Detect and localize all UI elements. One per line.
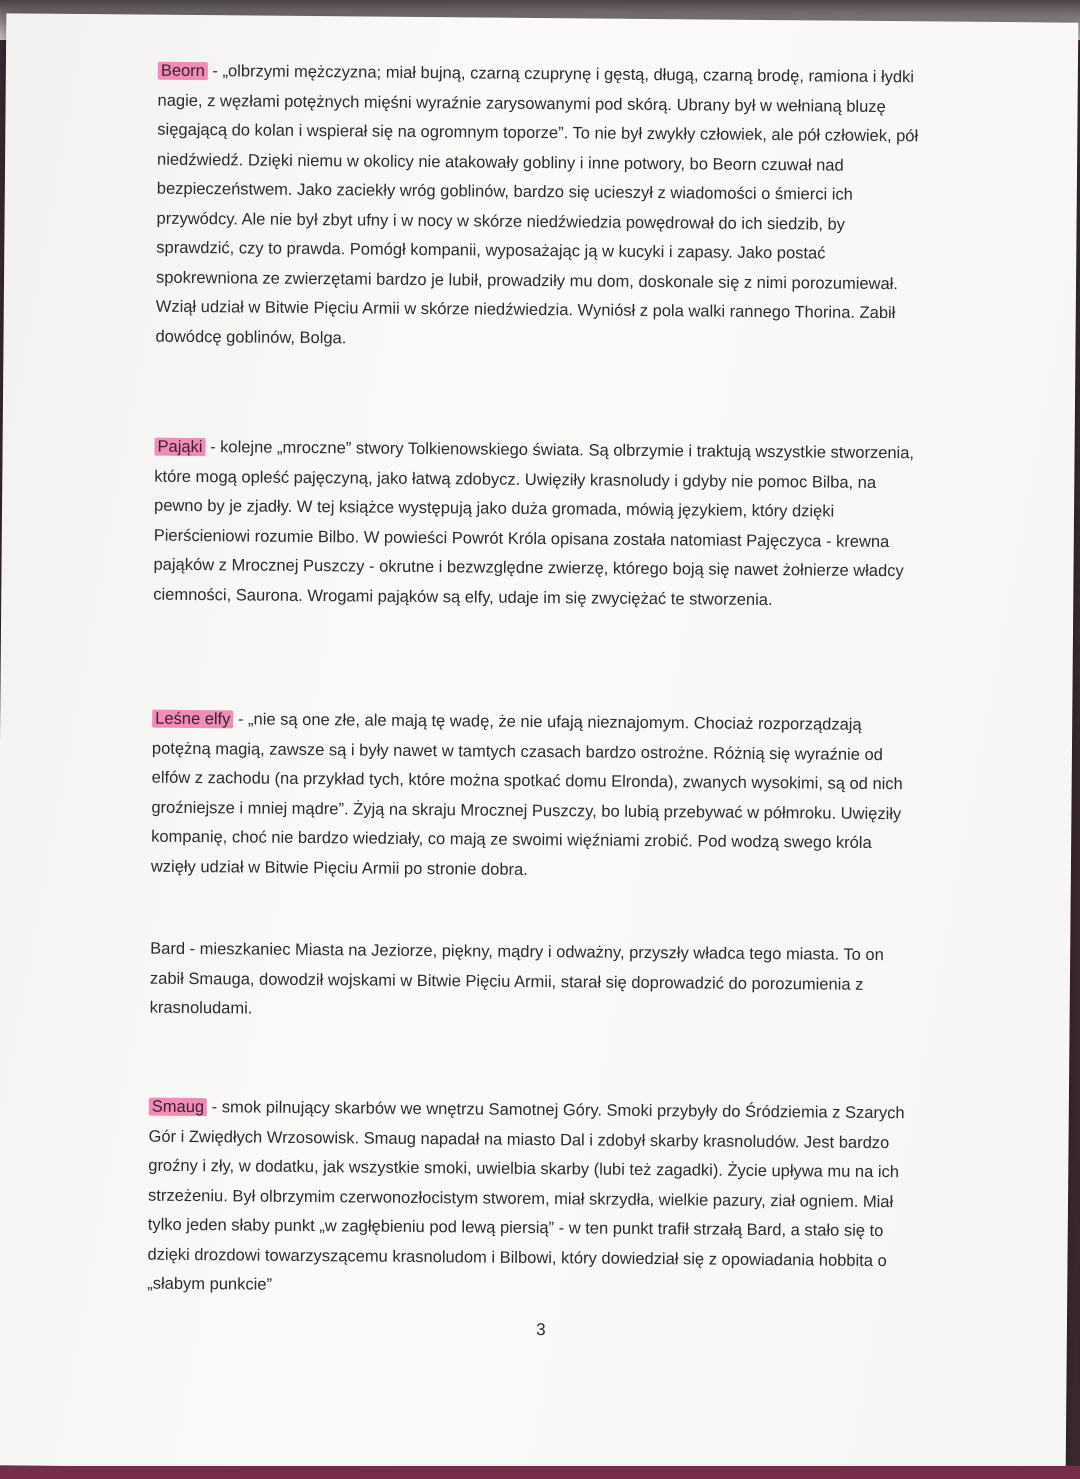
paragraph-beorn (155, 57, 920, 359)
highlighted-term: Pająki (155, 438, 206, 456)
page-number: 3 (536, 1320, 546, 1340)
paper-sheet (0, 13, 1078, 1474)
paragraph-lesne-elfy (151, 705, 915, 889)
highlighted-term: Leśne elfy (152, 710, 233, 729)
highlighted-term: Beorn (158, 62, 208, 80)
table-edge (0, 1466, 1080, 1479)
paragraph-body: - smok pilnujący skarbów we wnętrzu Samotnej Góry. Smoki przybyły do Śródziemia z Szarych Gór i Zwiędłych Wrzosowisk. Smaug napadał na miasto Dal i zdobył skarby krasnoludów. Jest bardzo groźny i zły, w dodatku, jak wszystkie smoki, uwielbia skarby (lubi też zagadki). Życie upływa mu na ich strzeżeniu. Był olbrzymim czerwonozłocistym stworem, miał skrzydła, wielkie pazury, ział ogniem. Miał tylko jeden słaby punkt „w zagłębieniu pod lewą piersią” - w ten punkt trafił strzałą Bard, a stało się to dzięki drozdowi towarzyszącemu krasnoludom i Bilbowi, który dowiedział się z opowiadania hobbita o „słabym punkcie” (147, 1098, 905, 1294)
paragraph-body: Bard - mieszkaniec Miasta na Jeziorze, piękny, mądry i odważny, przyszły władca tego miasta. To on zabił Smauga, dowodził wojskami w Bitwie Pięciu Armii, starał się doprowadzić do porozumienia z krasnoludami. (149, 939, 884, 1018)
paragraph-bard (150, 935, 913, 1030)
paragraph-body: - „olbrzymi mężczyzna; miał bujną, czarną czuprynę i gęstą, długą, czarną brodę, ramiona i łydki nagie, z węzłami potężnych mięśni wyraźnie zarysowanymi pod skórą. Ubrany był w wełnianą bluzę sięgającą do kolan i wspierał się na ogromnym toporze”. To nie był zwykły człowiek, ale pół człowiek, pół niedźwiedź. Dzięki niemu w okolicy nie atakowały gobliny i inne potwory, bo Beorn czuwał nad bezpieczeństwem. Jako zaciekły wróg goblinów, bardzo się ucieszył z wiadomości o śmierci ich przywódcy. Ale nie był zbyt ufny i w nocy w skórze niedźwiedzia powędrował do ich siedzib, by sprawdzić, czy to prawda. Pomógł kompanii, wyposażając ją w kucyki i zapasy. Jako postać spokrewniona ze zwierzętami bardzo je lubił, prowadziły mu dom, doskonale się z nimi porozumiewał. Wziął udział w Bitwie Pięciu Armii w skórze niedźwiedzia. Wyniósł z pola walki rannego Thorina. Zabił dowódcę goblinów, Bolga. (155, 62, 919, 347)
paragraph-body: - kolejne „mroczne” stwory Tolkienowskiego świata. Są olbrzymie i traktują wszystkie stworzenia, które mogą opleść pajęczyną, jako łatwą zdobycz. Uwięziły krasnoludy i gdyby nie pomoc Bilba, na pewno by je zjadły. W tej książce występują jako duża gromada, mówią językiem, który dzięki Pierścieniowi rozumie Bilbo. W powieści Powrót Króla opisana została natomiast Pajęczyca - krewna pająków z Mrocznej Puszczy - okrutne i bezwzględne zwierzę, którego boją się nawet żołnierze władcy ciemności, Saurona. Wrogami pająków są elfy, udaje im się zwyciężać te stworzenia. (153, 438, 915, 609)
paragraph-body: - „nie są one złe, ale mają tę wadę, że nie ufają nieznajomym. Chociaż rozporządzają potężną magią, zawsze są i były nawet w tamtych czasach bardzo ostrożne. Różnią się wyraźnie od elfów z zachodu (na przykład tych, które można spotkać domu Elronda), zwanych wysokimi, są od nich groźniejsze i mniej mądre”. Żyją na skraju Mrocznej Puszczy, bo lubią przebywać w półmroku. Uwięziły kompanię, choć nie bardzo wiedziały, co mają ze swoimi więźniami zrobić. Pod wodzą swego króla wzięły udział w Bitwie Pięciu Armii po stronie dobra. (150, 710, 903, 879)
paragraph-pajaki (153, 433, 917, 617)
highlighted-term: Smaug (149, 1098, 207, 1117)
paragraph-smaug (147, 1093, 911, 1306)
